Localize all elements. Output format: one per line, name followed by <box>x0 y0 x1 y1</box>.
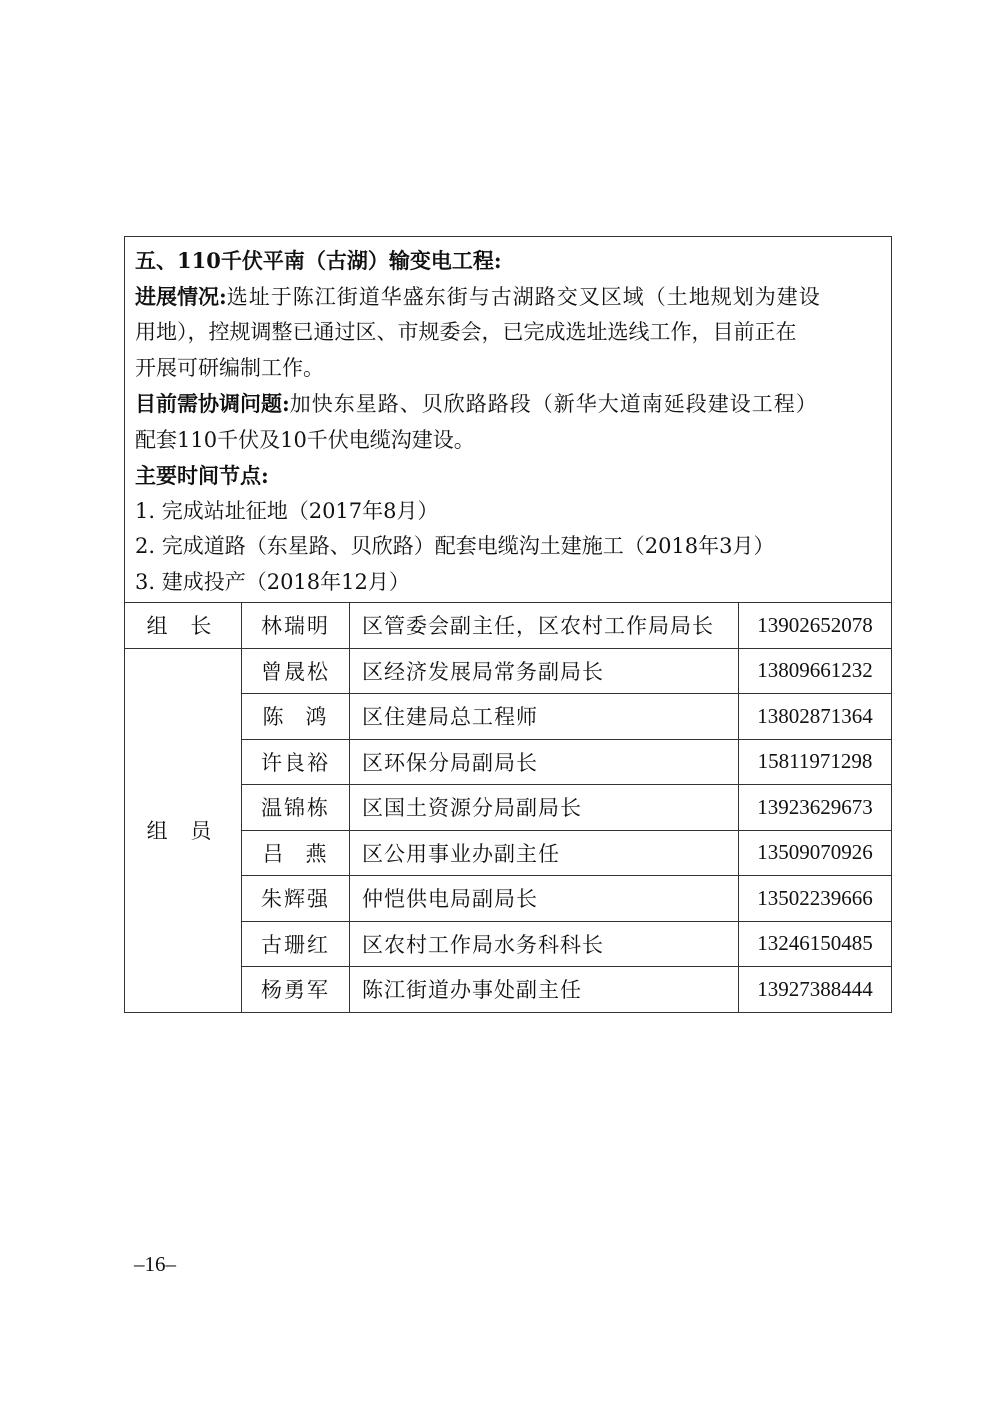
milestone-3: 3. 建成投产（2018年12月） <box>135 569 410 594</box>
member-title: 区环保分局副局长 <box>350 739 739 785</box>
member-name: 温锦栋 <box>242 785 350 831</box>
milestones-label: 主要时间节点: <box>135 463 269 488</box>
member-name: 许良裕 <box>242 739 350 785</box>
member-phone: 15811971298 <box>739 739 892 785</box>
leader-row <box>125 603 892 649</box>
table-row <box>125 648 892 694</box>
page-number: –16– <box>134 1252 176 1276</box>
member-phone: 13502239666 <box>739 876 892 922</box>
member-name: 朱辉强 <box>242 876 350 922</box>
milestone-2: 2. 完成道路（东星路、贝欣路）配套电缆沟土建施工（2018年3月） <box>135 534 775 558</box>
leader-name: 林瑞明 <box>242 603 350 649</box>
issue-line-2: 配套110千伏及10千伏电缆沟建设。 <box>135 427 475 452</box>
project-heading: 五、110千伏平南（古湖）输变电工程: <box>135 248 502 273</box>
issue-line-1 <box>135 386 881 423</box>
members-role: 组 员 <box>125 648 242 1012</box>
milestone-1: 1. 完成站址征地（2017年8月） <box>135 498 439 523</box>
leader-role: 组 长 <box>125 603 242 649</box>
project-description <box>125 237 892 603</box>
member-phone: 13246150485 <box>739 921 892 967</box>
progress-line-1 <box>135 279 881 316</box>
progress-text-1: 选址于陈江街道华盛东街与古湖路交叉区域（土地规划为建设 <box>226 284 821 309</box>
member-title: 区农村工作局水务科科长 <box>350 921 739 967</box>
progress-label: 进展情况: <box>135 283 227 309</box>
member-phone: 13923629673 <box>739 785 892 831</box>
progress-line-3: 开展可研编制工作。 <box>135 355 324 380</box>
leader-title: 区管委会副主任，区农村工作局局长 <box>350 603 739 649</box>
member-name: 吕燕 <box>242 830 350 876</box>
member-phone: 13927388444 <box>739 967 892 1013</box>
member-title: 仲恺供电局副局长 <box>350 876 739 922</box>
member-phone: 13509070926 <box>739 830 892 876</box>
leader-phone: 13902652078 <box>739 603 892 649</box>
member-title: 陈江街道办事处副主任 <box>350 967 739 1013</box>
member-title: 区国土资源分局副局长 <box>350 785 739 831</box>
member-phone: 13809661232 <box>739 648 892 694</box>
member-name: 杨勇军 <box>242 967 350 1013</box>
member-title: 区住建局总工程师 <box>350 694 739 740</box>
issue-text-1: 加快东星路、贝欣路路段（新华大道南延段建设工程） <box>289 392 818 416</box>
progress-line-2: 用地），控规调整已通过区、市规委会，已完成选址选线工作，目前正在 <box>135 320 797 344</box>
member-name: 曾晟松 <box>242 648 350 694</box>
member-phone: 13802871364 <box>739 694 892 740</box>
member-title: 区公用事业办副主任 <box>350 830 739 876</box>
project-table <box>124 236 892 1013</box>
issue-label: 目前需协调问题: <box>135 391 290 416</box>
member-title: 区经济发展局常务副局长 <box>350 648 739 694</box>
member-name: 古珊红 <box>242 921 350 967</box>
member-name: 陈鸿 <box>242 694 350 740</box>
